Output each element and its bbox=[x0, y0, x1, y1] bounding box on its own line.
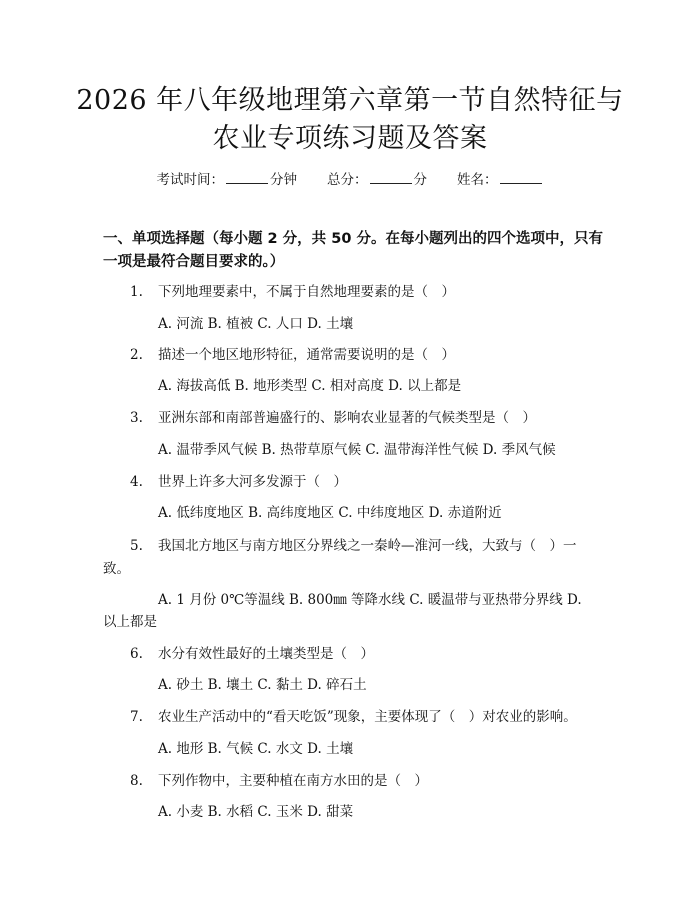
name-blank bbox=[500, 172, 542, 184]
question-5 bbox=[130, 536, 577, 556]
exam-info-line bbox=[0, 168, 700, 188]
question-stem: 描述一个地区地形特征，通常需要说明的是（ ） bbox=[158, 347, 455, 363]
question-number: 3. bbox=[130, 410, 143, 426]
question-stem: 下列作物中，主要种植在南方水田的是（ ） bbox=[158, 773, 428, 789]
question-stem: 农业生产活动中的“看天吃饭”现象，主要体现了（ ）对农业的影响。 bbox=[158, 709, 577, 725]
question-stem: 水分有效性最好的土壤类型是（ ） bbox=[158, 646, 374, 662]
question-4 bbox=[130, 472, 347, 492]
question-stem: 我国北方地区与南方地区分界线之一秦岭—淮河一线，大致与（ ）一 bbox=[158, 538, 577, 554]
question-2-options: A. 海拔高低 B. 地形类型 C. 相对高度 D. 以上都是 bbox=[158, 378, 462, 394]
score-label: 总分： bbox=[327, 172, 368, 188]
question-number: 8. bbox=[130, 773, 143, 789]
question-8 bbox=[130, 771, 428, 791]
question-3-options: A. 温带季风气候 B. 热带草原气候 C. 温带海洋性气候 D. 季风气候 bbox=[158, 442, 556, 458]
question-6-options: A. 砂土 B. 壤土 C. 黏土 D. 碎石土 bbox=[158, 677, 367, 693]
question-5-options-continued: 以上都是 bbox=[103, 614, 157, 630]
question-number: 7. bbox=[130, 709, 143, 725]
question-number: 2. bbox=[130, 347, 143, 363]
question-6 bbox=[130, 644, 374, 664]
question-number: 5. bbox=[130, 538, 143, 554]
question-stem: 下列地理要素中，不属于自然地理要素的是（ ） bbox=[158, 284, 455, 300]
question-number: 4. bbox=[130, 474, 143, 490]
question-8-options: A. 小麦 B. 水稻 C. 玉米 D. 甜菜 bbox=[158, 804, 354, 820]
question-stem: 世界上许多大河多发源于（ ） bbox=[158, 474, 347, 490]
question-5-options: A. 1 月份 0℃等温线 B. 800㎜ 等降水线 C. 暖温带与亚热带分界线 D. bbox=[158, 592, 582, 608]
question-1-options: A. 河流 B. 植被 C. 人口 D. 土壤 bbox=[158, 316, 354, 332]
page-title-line-2: 农业专项练习题及答案 bbox=[212, 123, 488, 154]
question-7-options: A. 地形 B. 气候 C. 水文 D. 土壤 bbox=[158, 741, 354, 757]
time-label: 考试时间： bbox=[156, 172, 224, 188]
question-1 bbox=[130, 282, 455, 302]
time-blank bbox=[226, 172, 268, 184]
score-blank bbox=[370, 172, 412, 184]
question-stem: 亚洲东部和南部普遍盛行的、影响农业显著的气候类型是（ ） bbox=[158, 410, 536, 426]
question-number: 6. bbox=[130, 646, 143, 662]
question-5-stem-continued: 致。 bbox=[103, 561, 130, 577]
page-title-line-1: 2026 年八年级地理第六章第一节自然特征与 bbox=[76, 85, 624, 116]
section-heading: 一、单项选择题（每小题 2 分，共 50 分。在每小题列出的四个选项中，只有一项是最符合题目要求的。） bbox=[103, 231, 603, 270]
question-number: 1. bbox=[130, 284, 143, 300]
name-label: 姓名： bbox=[457, 172, 498, 188]
question-4-options: A. 低纬度地区 B. 高纬度地区 C. 中纬度地区 D. 赤道附近 bbox=[158, 505, 502, 521]
question-3 bbox=[130, 408, 536, 428]
score-unit: 分 bbox=[413, 172, 427, 188]
time-unit: 分钟 bbox=[270, 172, 297, 188]
question-2 bbox=[130, 345, 455, 365]
question-7 bbox=[130, 707, 577, 727]
